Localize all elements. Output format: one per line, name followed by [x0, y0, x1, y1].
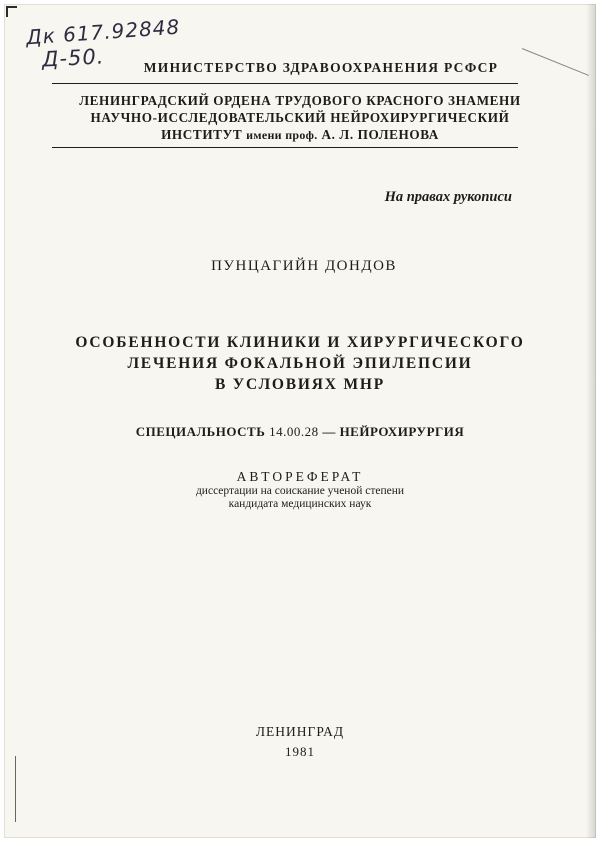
- institute-line-2: НАУЧНО-ИССЛЕДОВАТЕЛЬСКИЙ НЕЙРОХИРУРГИЧЕСКИЙ: [90, 110, 510, 125]
- author-name: ПУНЦАГИЙН ДОНДОВ: [211, 258, 397, 274]
- specialty-label: СПЕЦИАЛЬНОСТЬ: [135, 424, 266, 439]
- header-rule-top: [52, 83, 518, 84]
- institute-line-1: ЛЕНИНГРАДСКИЙ ОРДЕНА ТРУДОВОГО КРАСНОГО ЗНАМЕНИ: [79, 93, 521, 108]
- specialty-code: 14.00.28: [269, 424, 319, 439]
- title-line-1: ОСОБЕННОСТИ КЛИНИКИ И ХИРУРГИЧЕСКОГО: [75, 334, 525, 351]
- corner-crop-mark: [6, 6, 17, 17]
- ministry-heading: МИНИСТЕРСТВО ЗДРАВООХРАНЕНИЯ РСФСР: [143, 60, 499, 75]
- specialty-name: — НЕЙРОХИРУРГИЯ: [322, 424, 465, 439]
- abstract-subtitle-line-1: диссертации на соискание ученой степени: [195, 485, 405, 497]
- imprint-year: 1981: [285, 744, 315, 759]
- institute-line-3: [4, 127, 596, 143]
- institute-line-3-mid: имени проф.: [246, 128, 318, 142]
- institute-line-3-prefix: ИНСТИТУТ: [161, 127, 243, 142]
- header-rule-bottom: [52, 147, 518, 148]
- specialty-line: [4, 424, 596, 440]
- abstract-subtitle-line-2: кандидата медицинских наук: [228, 498, 372, 510]
- institute-line-3-name: А. Л. ПОЛЕНОВА: [321, 127, 439, 142]
- title-line-2: ЛЕЧЕНИЯ ФОКАЛЬНОЙ ЭПИЛЕПСИИ: [127, 355, 473, 372]
- imprint-city: ЛЕНИНГРАД: [255, 724, 345, 739]
- handwritten-catalog-number: Д-50.: [41, 44, 105, 72]
- rights-note: На правах рукописи: [384, 189, 512, 205]
- document-page: [4, 4, 596, 838]
- title-line-3: В УСЛОВИЯХ МНР: [214, 376, 385, 393]
- margin-line: [15, 756, 16, 822]
- abstract-heading: АВТОРЕФЕРАТ: [236, 469, 364, 484]
- handwritten-shelf-code: Дк 617.92848: [25, 14, 181, 50]
